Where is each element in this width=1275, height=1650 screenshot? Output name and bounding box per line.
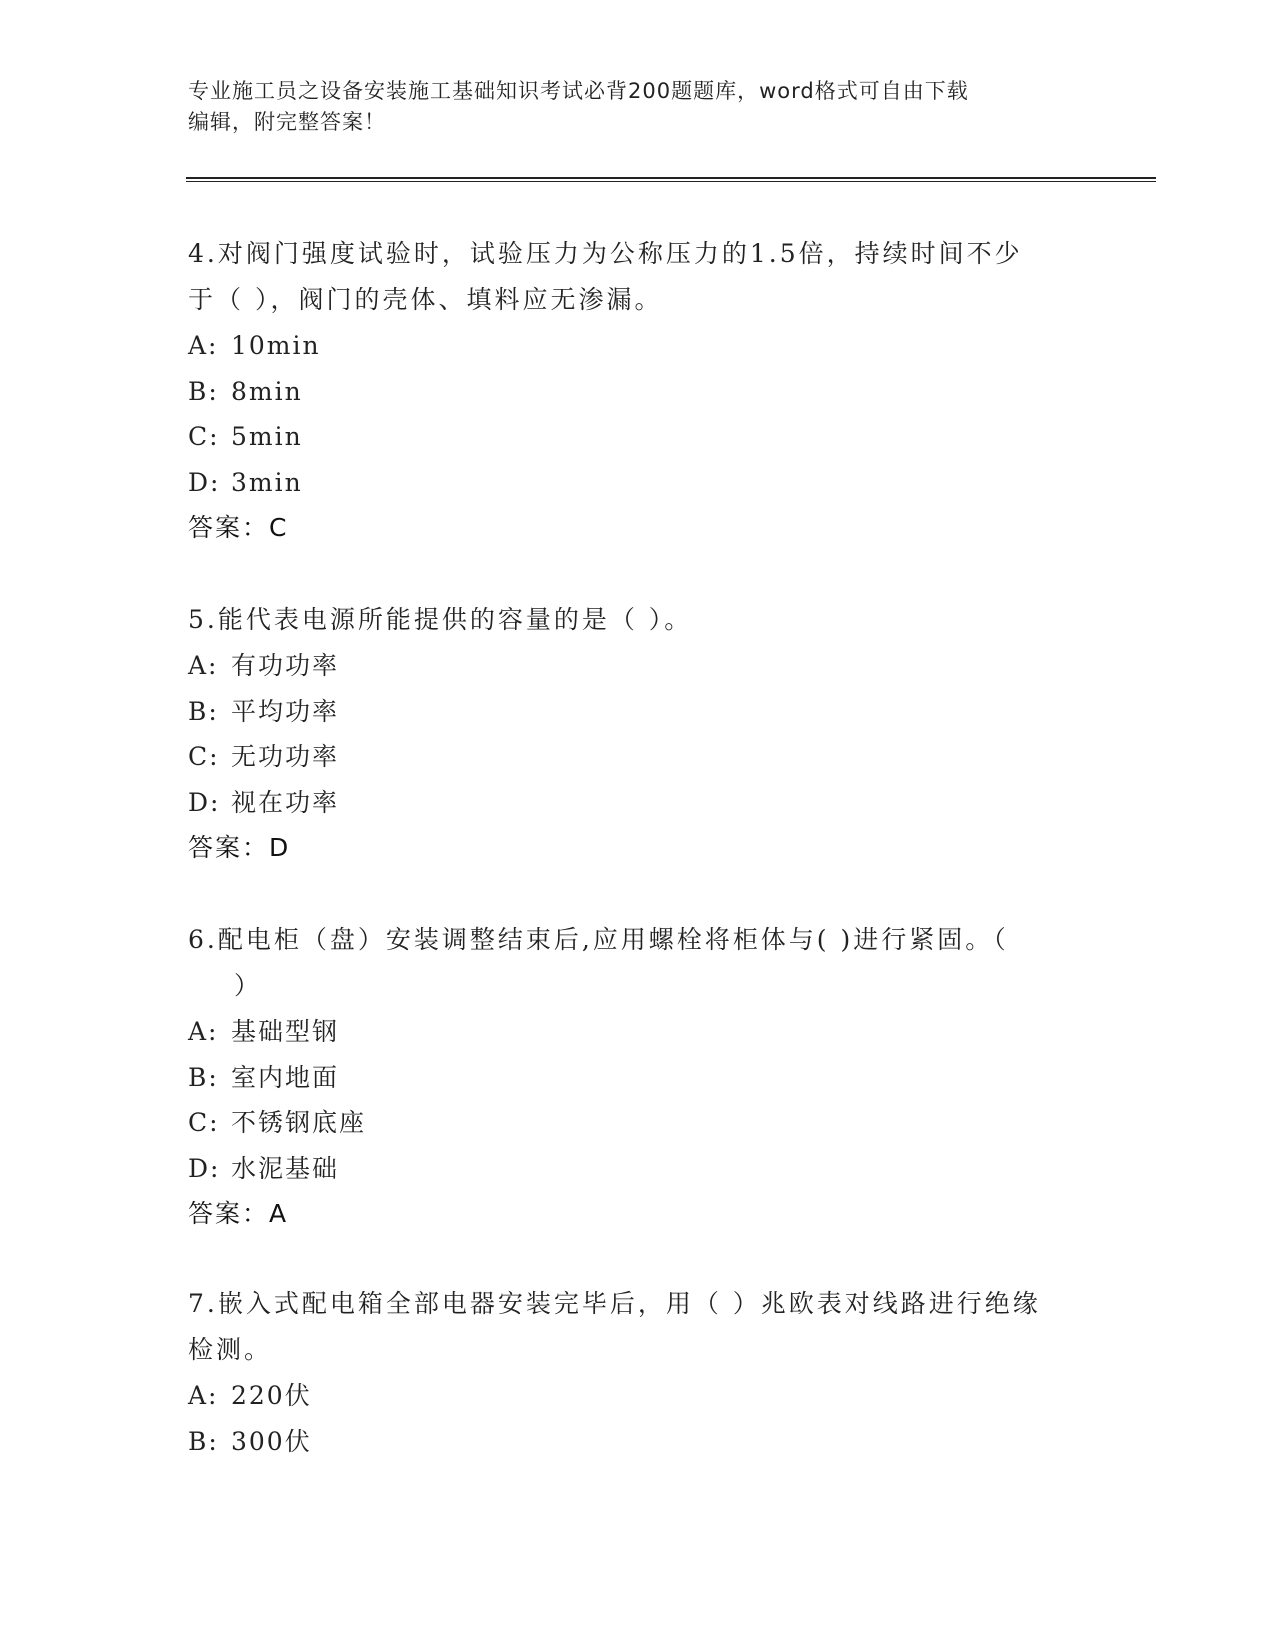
option-key: A: <box>188 1381 219 1410</box>
option-text: 视在功率 <box>231 787 340 817</box>
option-text: 基础型钢 <box>231 1017 340 1046</box>
option-key: B: <box>188 376 219 406</box>
header-divider-thin <box>186 181 1156 182</box>
option-key: A: <box>188 651 219 680</box>
option-c <box>188 414 1088 460</box>
document-header <box>188 76 1088 138</box>
option-text: 有功功率 <box>231 651 340 680</box>
option-b <box>188 689 1088 735</box>
answer: 答案：A <box>188 1199 289 1228</box>
question-text: 7.嵌入式配电箱全部电器安装完毕后，用（ ）兆欧表对线路进行绝缘 <box>188 1289 1041 1318</box>
option-key: D: <box>188 1153 221 1183</box>
option-text: 不锈钢底座 <box>231 1108 367 1137</box>
option-c <box>188 1100 1088 1146</box>
option-key: B: <box>188 1062 219 1092</box>
option-text: 300伏 <box>231 1426 312 1456</box>
question-text: 5.能代表电源所能提供的容量的是（ ）。 <box>188 605 693 634</box>
option-key: D: <box>188 787 221 817</box>
question-text: 6.配电柜（盘）安装调整结束后,应用螺栓将柜体与( )进行紧固。（ <box>188 925 1009 954</box>
question-text-continued: 检测。 <box>188 1335 273 1364</box>
option-d <box>188 780 1088 826</box>
question-7 <box>188 1281 1088 1464</box>
option-b <box>188 1055 1088 1101</box>
question-text-continued: 于（ ），阀门的壳体、填料应无渗漏。 <box>188 285 663 314</box>
option-text: 220伏 <box>231 1381 312 1410</box>
option-key: C: <box>188 742 220 771</box>
option-text: 无功功率 <box>231 742 340 771</box>
option-text: 室内地面 <box>231 1062 340 1092</box>
option-key: A: <box>188 331 219 360</box>
option-d <box>188 1146 1088 1192</box>
option-key: D: <box>188 467 221 497</box>
option-b <box>188 369 1088 415</box>
question-text-continued: ） <box>234 971 263 1000</box>
option-key: C: <box>188 422 220 451</box>
option-b <box>188 1419 1088 1465</box>
option-a <box>188 643 1088 689</box>
question-text: 4.对阀门强度试验时，试验压力为公称压力的1.5倍，持续时间不少 <box>188 239 1023 268</box>
option-key: B: <box>188 1426 219 1456</box>
answer: 答案：D <box>188 833 291 862</box>
option-key: A: <box>188 1017 219 1046</box>
question-6 <box>188 917 1088 1237</box>
header-divider-thick <box>186 177 1156 179</box>
option-text: 10min <box>231 331 321 360</box>
option-d <box>188 460 1088 506</box>
option-key: C: <box>188 1108 220 1137</box>
answer: 答案：C <box>188 513 289 542</box>
question-4 <box>188 231 1088 551</box>
option-a <box>188 1373 1088 1419</box>
option-text: 平均功率 <box>231 696 340 726</box>
header-line-1: 专业施工员之设备安装施工基础知识考试必背200题题库，word格式可自由下载 <box>188 79 969 103</box>
option-c <box>188 734 1088 780</box>
option-text: 8min <box>231 376 303 406</box>
option-a <box>188 1009 1088 1055</box>
option-text: 3min <box>231 467 303 497</box>
option-key: B: <box>188 696 219 726</box>
option-text: 水泥基础 <box>231 1153 340 1183</box>
option-text: 5min <box>231 422 303 451</box>
header-line-2: 编辑，附完整答案！ <box>188 110 386 134</box>
question-5 <box>188 597 1088 871</box>
option-a <box>188 323 1088 369</box>
